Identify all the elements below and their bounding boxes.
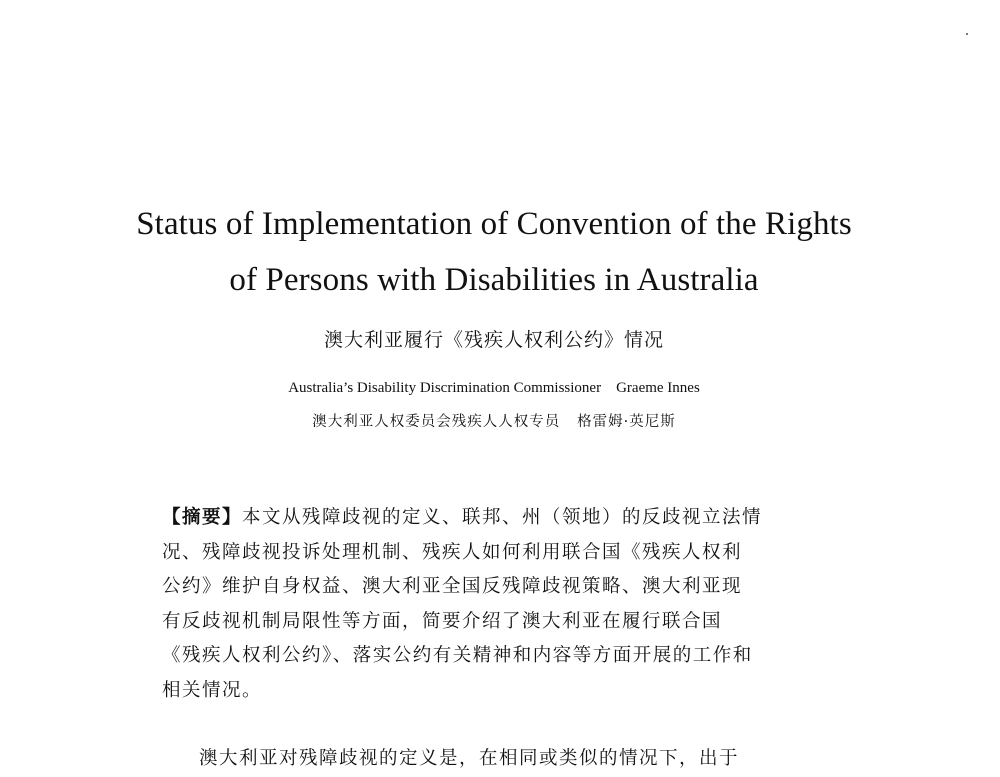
abstract-line (162, 501, 828, 536)
abstract-text: 本文从残障歧视的定义、联邦、州（领地）的反歧视立法情 (242, 507, 763, 528)
abstract-line: 况、残障歧视投诉处理机制、残疾人如何利用联合国《残疾人权利 (162, 541, 743, 563)
abstract-line: 《残疾人权利公约》、落实公约有关精神和内容等方面开展的工作和 (162, 645, 753, 667)
title-english-line-2: of Persons with Disabilities in Australia (229, 262, 759, 298)
abstract-line: 有反歧视机制局限性等方面，简要介绍了澳大利亚在履行联合国 (162, 610, 723, 632)
abstract-label: 【摘要】 (162, 507, 243, 528)
abstract (162, 501, 828, 709)
abstract-line: 公约》维护自身权益、澳大利亚全国反残障歧视策略、澳大利亚现 (162, 576, 743, 598)
body-paragraph-start: 澳大利亚对残障歧视的定义是，在相同或类似的情况下，出于 (199, 748, 740, 769)
author-chinese: 澳大利亚人权委员会残疾人人权专员 格雷姆·英尼斯 (312, 414, 676, 430)
abstract-line: 相关情况。 (162, 679, 263, 701)
title-chinese: 澳大利亚履行《残疾人权利公约》情况 (323, 329, 664, 351)
author-english: Australia’s Disability Discrimination Commissioner Graeme Innes (288, 380, 700, 396)
scan-speck (966, 33, 968, 35)
title-english-line-1: Status of Implementation of Convention of the Rights (136, 206, 852, 242)
